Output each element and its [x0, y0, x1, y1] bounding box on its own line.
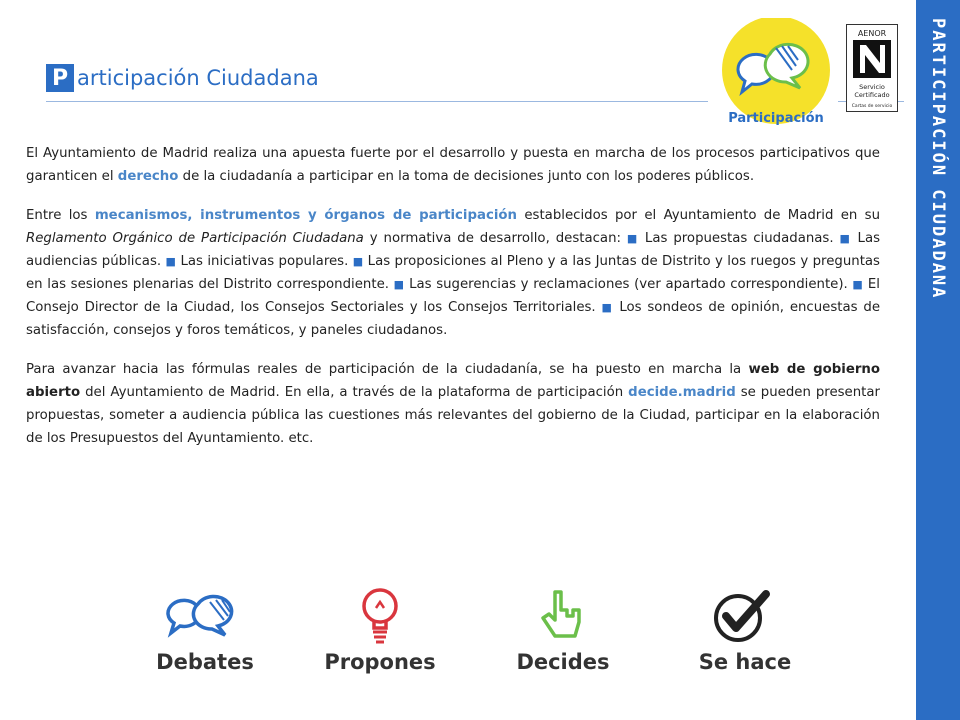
list-item: Los sondeos de opinión, encuestas de satisfacción, consejos y foros temáticos, y paneles ciudadanos. [26, 300, 881, 338]
bullet-icon: ■ [852, 278, 864, 291]
bullet-icon: ■ [601, 301, 614, 314]
p2-regulation: Reglamento Orgánico de Participación Ciudadana [26, 231, 364, 246]
page-title [46, 62, 319, 94]
list-item: Las proposiciones al Pleno y a las Juntas de Distrito y los ruegos y preguntas en las sesiones plenarias del Distrito correspondiente. [26, 254, 880, 292]
title-initial: P [46, 64, 74, 92]
step-propones [315, 586, 445, 686]
checkmark-icon [710, 586, 780, 646]
bullet-icon: ■ [393, 278, 405, 291]
title-divider [46, 101, 708, 102]
p3-text-a: Para avanzar hacia las fórmulas reales de participación de la ciudadanía, se ha puesto en marcha la [26, 362, 749, 377]
aenor-icon [847, 25, 897, 111]
step-se-hace [680, 586, 810, 686]
p3-text-c: del Ayuntamiento de Madrid. En ella, a través de la plataforma de participación [80, 385, 629, 400]
list-item: Las iniciativas populares. [180, 254, 349, 269]
steps-row [140, 586, 810, 686]
p3-text-e: se pueden presentar propuestas, someter a audiencia pública las cuestiones más relevantes del gobierno de la Ciudad, participar en la elaboración de los Presupuestos del Ayuntamiento. etc. [26, 385, 880, 446]
list-item: Las propuestas ciudadanas. [644, 231, 834, 246]
side-banner [916, 0, 960, 720]
list-item: Las audiencias públicas. [26, 231, 881, 269]
p2-text-a: Entre los [26, 208, 95, 223]
list-item: El Consejo Director de la Ciudad, los Consejos Sectoriales y los Consejos Territoriales. [26, 277, 880, 315]
bullet-icon: ■ [626, 232, 639, 245]
side-banner-text-wrap [916, 0, 960, 720]
p1-highlight: derecho [117, 169, 179, 184]
list-item: Las sugerencias y reclamaciones (ver apartado correspondiente). [409, 277, 848, 292]
lightbulb-icon [350, 586, 410, 646]
side-banner-text: PARTICIPACIÓN CIUDADANA [928, 18, 948, 300]
title-text: articipación Ciudadana [77, 66, 319, 90]
participacion-logo [720, 18, 832, 130]
paragraph-3 [26, 358, 880, 450]
paragraph-1 [26, 142, 880, 188]
step-decides [498, 586, 628, 686]
speech-bubbles-icon [160, 586, 250, 646]
step-label-debates: Debates [156, 650, 254, 674]
main-content [26, 142, 880, 466]
step-label-se-hace: Se hace [698, 650, 792, 674]
decide-madrid-link[interactable]: decide.madrid [628, 385, 736, 400]
gobierno-abierto-link[interactable]: web de gobierno abierto [26, 362, 880, 400]
aenor-top: AENOR [857, 29, 887, 38]
p1-text-a: El Ayuntamiento de Madrid realiza una apuesta fuerte por el desarrollo y puesta en marcha de los procesos participativos que garanticen el [26, 146, 880, 184]
step-debates [140, 586, 270, 686]
p2-text-e: y normativa de desarrollo, destacan: [363, 231, 627, 246]
bullet-icon: ■ [839, 232, 852, 245]
p2-highlight: mecanismos, instrumentos y órganos de participación [94, 208, 518, 223]
aenor-line2: Certificado [854, 91, 890, 99]
participacion-label: Participación [728, 111, 824, 126]
p2-text-c: establecidos por el Ayuntamiento de Madrid en su [517, 208, 881, 223]
p1-text-c: de la ciudadanía a participar en la toma de decisiones junto con los poderes públicos. [178, 169, 755, 184]
bullet-icon: ■ [352, 255, 364, 268]
bullet-icon: ■ [165, 255, 177, 268]
aenor-line1: Servicio [859, 83, 885, 91]
step-label-decides: Decides [516, 650, 610, 674]
aenor-seal [846, 24, 898, 112]
paragraph-2 [26, 204, 880, 342]
aenor-footer: Cartas de servicio [851, 104, 893, 109]
pointing-hand-icon [533, 586, 593, 646]
step-label-propones: Propones [324, 650, 436, 674]
